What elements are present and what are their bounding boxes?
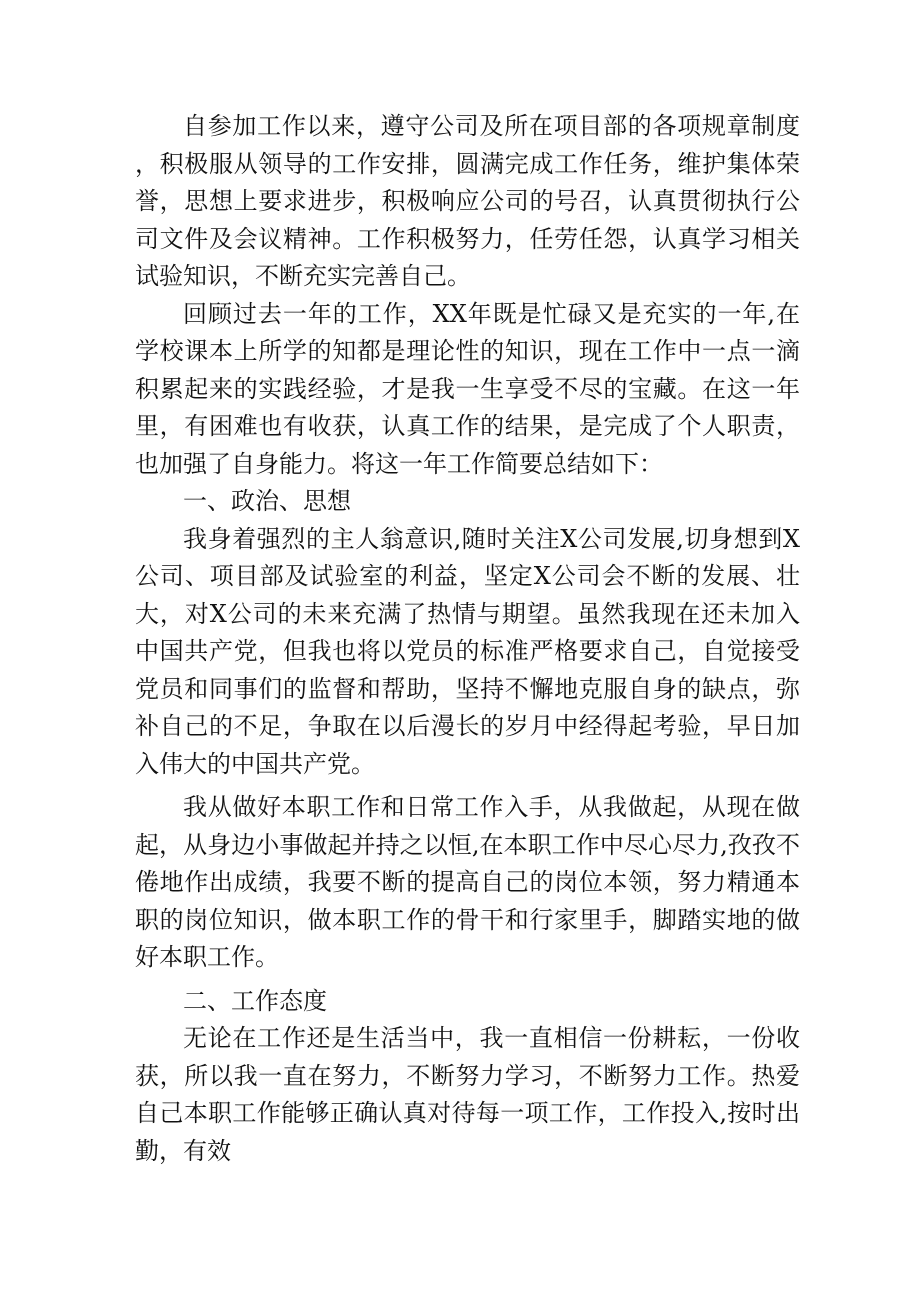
paragraph-review: 回顾过去一年的工作，XX年既是忙碌又是充实的一年,在学校课本上所学的知都是理论性的知识，现在工作中一点一滴积累起来的实践经验，才是我一生享受不尽的宝藏。在这一年里，有困难也有收获，认真工作的结果，是完成了个人职责，也加强了自身能力。将这一年工作简要总结如下： bbox=[135, 299, 800, 478]
paragraph-attitude: 无论在工作还是生活当中，我一直相信一份耕耘，一份收获，所以我一直在努力，不断努力学习，不断努力工作。热爱自己本职工作能够正确认真对待每一项工作，工作投入,按时出勤，有效 bbox=[135, 1024, 800, 1165]
document-body bbox=[135, 108, 800, 1170]
section-heading-attitude: 二、工作态度 bbox=[183, 986, 327, 1015]
section-heading-politics: 一、政治、思想 bbox=[183, 487, 351, 515]
paragraph-intro: 自参加工作以来，遵守公司及所在项目部的各项规章制度，积极服从领导的工作安排，圆满完成工作任务，维护集体荣誉，思想上要求进步，积极响应公司的号召，认真贯彻执行公司文件及会议精神。工作积极努力，任劳任怨，认真学习相关试验知识，不断充实完善自己。 bbox=[135, 112, 800, 290]
paragraph-duty: 我从做好本职工作和日常工作入手，从我做起，从现在做起，从身边小事做起并持之以恒,在本职工作中尽心尽力,孜孜不倦地作出成绩，我要不断的提高自己的岗位本领，努力精通本职的岗位知识，做本职工作的骨干和行家里手，脚踏实地的做好本职工作。 bbox=[135, 793, 800, 971]
paragraph-politics: 我身着强烈的主人翁意识,随时关注X公司发展,切身想到X公司、项目部及试验室的利益，坚定X公司会不断的发展、壮大，对X公司的未来充满了热情与期望。虽然我现在还未加入中国共产党，但我也将以党员的标准严格要求自己，自觉接受党员和同事们的监督和帮助，坚持不懈地克服自身的缺点，弥补自己的不足，争取在以后漫长的岁月中经得起考验，早日加入伟大的中国共产党。 bbox=[135, 524, 800, 778]
